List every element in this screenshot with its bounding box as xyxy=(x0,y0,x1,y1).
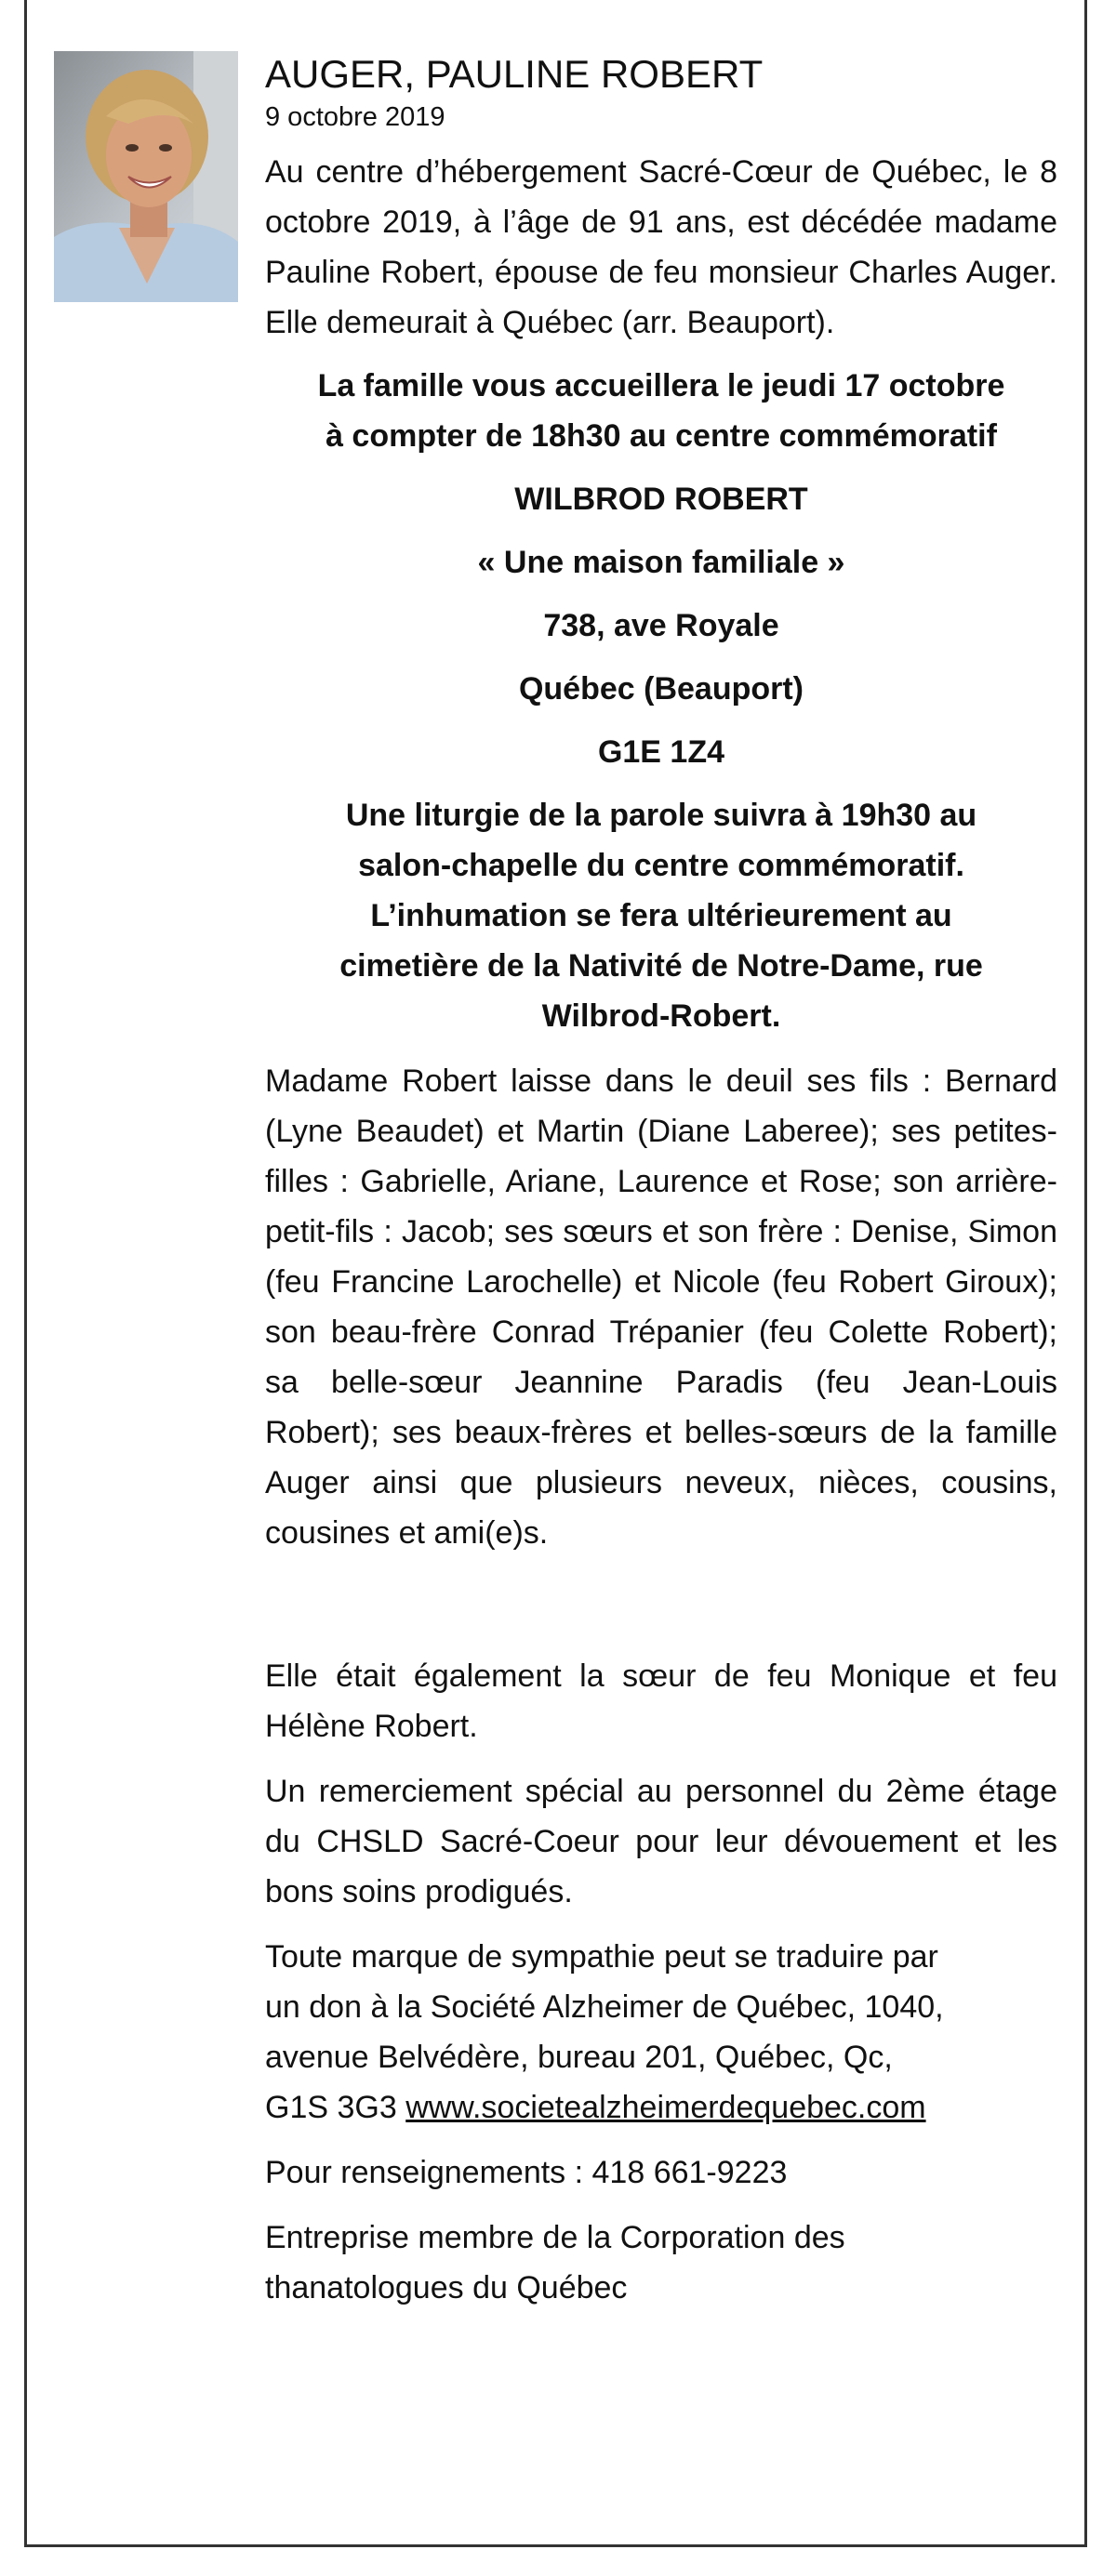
predeceased-paragraph: Elle était également la sœur de feu Monique et feu Hélène Robert. xyxy=(265,1658,1057,1744)
member-line: Entreprise membre de la Corporation des xyxy=(265,2220,845,2255)
obituary-content xyxy=(265,48,1057,2313)
donation-line xyxy=(265,2082,1057,2133)
donation-postal: G1S 3G3 xyxy=(265,2090,406,2125)
donation-block xyxy=(265,1932,1057,2133)
visitation-line: à compter de 18h30 au centre commémoratif xyxy=(326,418,997,454)
funeral-home-city: Québec (Beauport) xyxy=(518,671,804,707)
funeral-home-tagline: « Une maison familiale » xyxy=(477,545,845,580)
visitation-block xyxy=(265,361,1057,777)
liturgy-line: L’inhumation se fera ultérieurement au xyxy=(370,898,952,933)
funeral-home-postal: G1E 1Z4 xyxy=(597,734,725,770)
liturgy-block xyxy=(265,790,1057,1041)
donation-line: Toute marque de sympathie peut se traduire par xyxy=(265,1939,938,1975)
deceased-name: AUGER, PAULINE ROBERT xyxy=(265,52,764,96)
thanks-paragraph: Un remerciement spécial au personnel du 2ème étage du CHSLD Sacré-Coeur pour leur dévouement et les bons soins prodigués. xyxy=(265,1774,1057,1909)
liturgy-line: salon-chapelle du centre commémoratif. xyxy=(358,848,964,883)
funeral-home-name: WILBROD ROBERT xyxy=(514,482,808,517)
liturgy-line: cimetière de la Nativité de Notre-Dame, rue xyxy=(339,948,983,984)
donation-line: un don à la Société Alzheimer de Québec, 1040, xyxy=(265,1989,944,2025)
member-line: thanatologues du Québec xyxy=(265,2270,628,2305)
donation-line: avenue Belvédère, bureau 201, Québec, Qc, xyxy=(265,2040,893,2075)
portrait-photo xyxy=(54,51,238,302)
contact-info: Pour renseignements : 418 661-9223 xyxy=(265,2155,788,2190)
liturgy-line: Wilbrod-Robert. xyxy=(541,998,781,1034)
portrait-icon xyxy=(54,51,238,302)
liturgy-line: Une liturgie de la parole suivra à 19h30 au xyxy=(345,798,977,833)
funeral-home-street: 738, ave Royale xyxy=(543,608,779,643)
member-block xyxy=(265,2213,1057,2313)
visitation-line: La famille vous accueillera le jeudi 17 octobre xyxy=(317,368,1005,403)
survivors-paragraph: Madame Robert laisse dans le deuil ses fils : Bernard (Lyne Beaudet) et Martin (Diane Laberee); ses petites-filles : Gabrielle, Ariane, Laurence et Rose; son arrière- petit-fils : Jacob; ses sœurs et son frère : Denise, Simon (feu Francine Larochelle) et Nicole (feu Robert Giroux); son beau-frère Conrad Trépanier (feu Colette Robert); sa belle-sœur Jeannine Paradis (feu Jean-Louis Robert); ses beaux-frères et belles-sœurs de la famille Auger ainsi que plusieurs neveux, nièces, cousins, cousines et ami(e)s. xyxy=(265,1063,1057,1551)
publication-date: 9 octobre 2019 xyxy=(265,102,445,132)
intro-paragraph: Au centre d’hébergement Sacré-Cœur de Québec, le 8 octobre 2019, à l’âge de 91 ans, est décédée madame Pauline Robert, épouse de feu monsieur Charles Auger. Elle demeurait à Québec (arr. Beauport). xyxy=(265,154,1057,340)
donation-website-link[interactable]: www.societealzheimerdequebec.com xyxy=(405,2090,926,2125)
